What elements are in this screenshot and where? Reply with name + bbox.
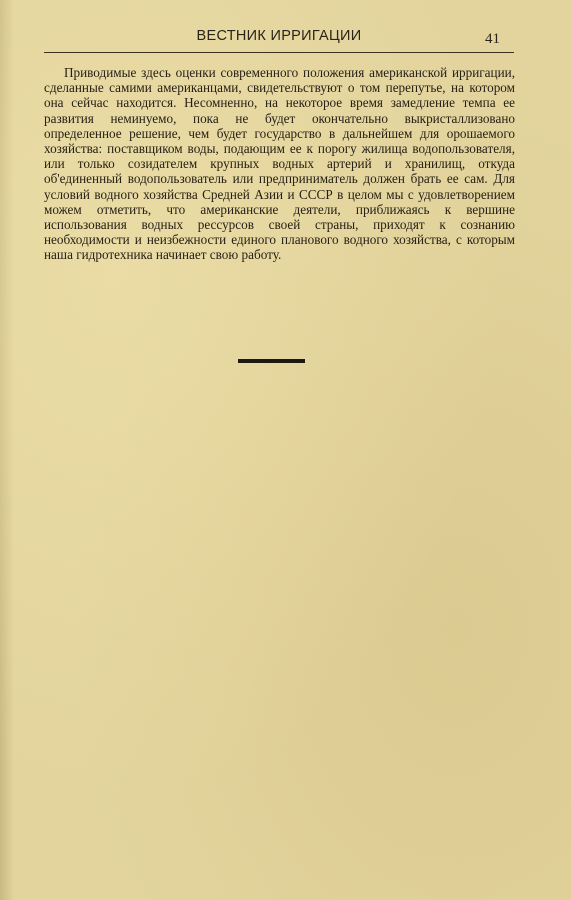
running-title: ВЕСТНИК ИРРИГАЦИИ — [196, 28, 362, 44]
body-paragraph: Приводимые здесь оценки современного положения американской ирригации, сделанные самими американцами, свидетельствуют о том перепутье, на котором она сейчас находится. Несомненно, на некоторое время замедление темпа ее развития неминуемо, пока не будет окончательно выкристаллизовано определенное решение, чем будет государство в дальнейшем для орошаемого хозяйства: поставщиком воды, подающим ее к порогу жилища водопользователя, или только созидателем крупных водных артерий и хранилищ, откуда об'единенный водопользователь или предприниматель должен брать ее сам. Для условий водного хозяйства Средней Азии и СССР в целом мы с удовлетворением можем отметить, что американские деятели, приближаясь к вершине использования водных рессурсов своей страны, приходят к сознанию необходимости и неизбежности единого планового водного хозяйства, с которым наша гидротехника начинает свою работу. — [44, 65, 515, 263]
page-header — [44, 22, 514, 53]
page-number: 41 — [485, 31, 500, 47]
section-separator — [238, 359, 305, 363]
